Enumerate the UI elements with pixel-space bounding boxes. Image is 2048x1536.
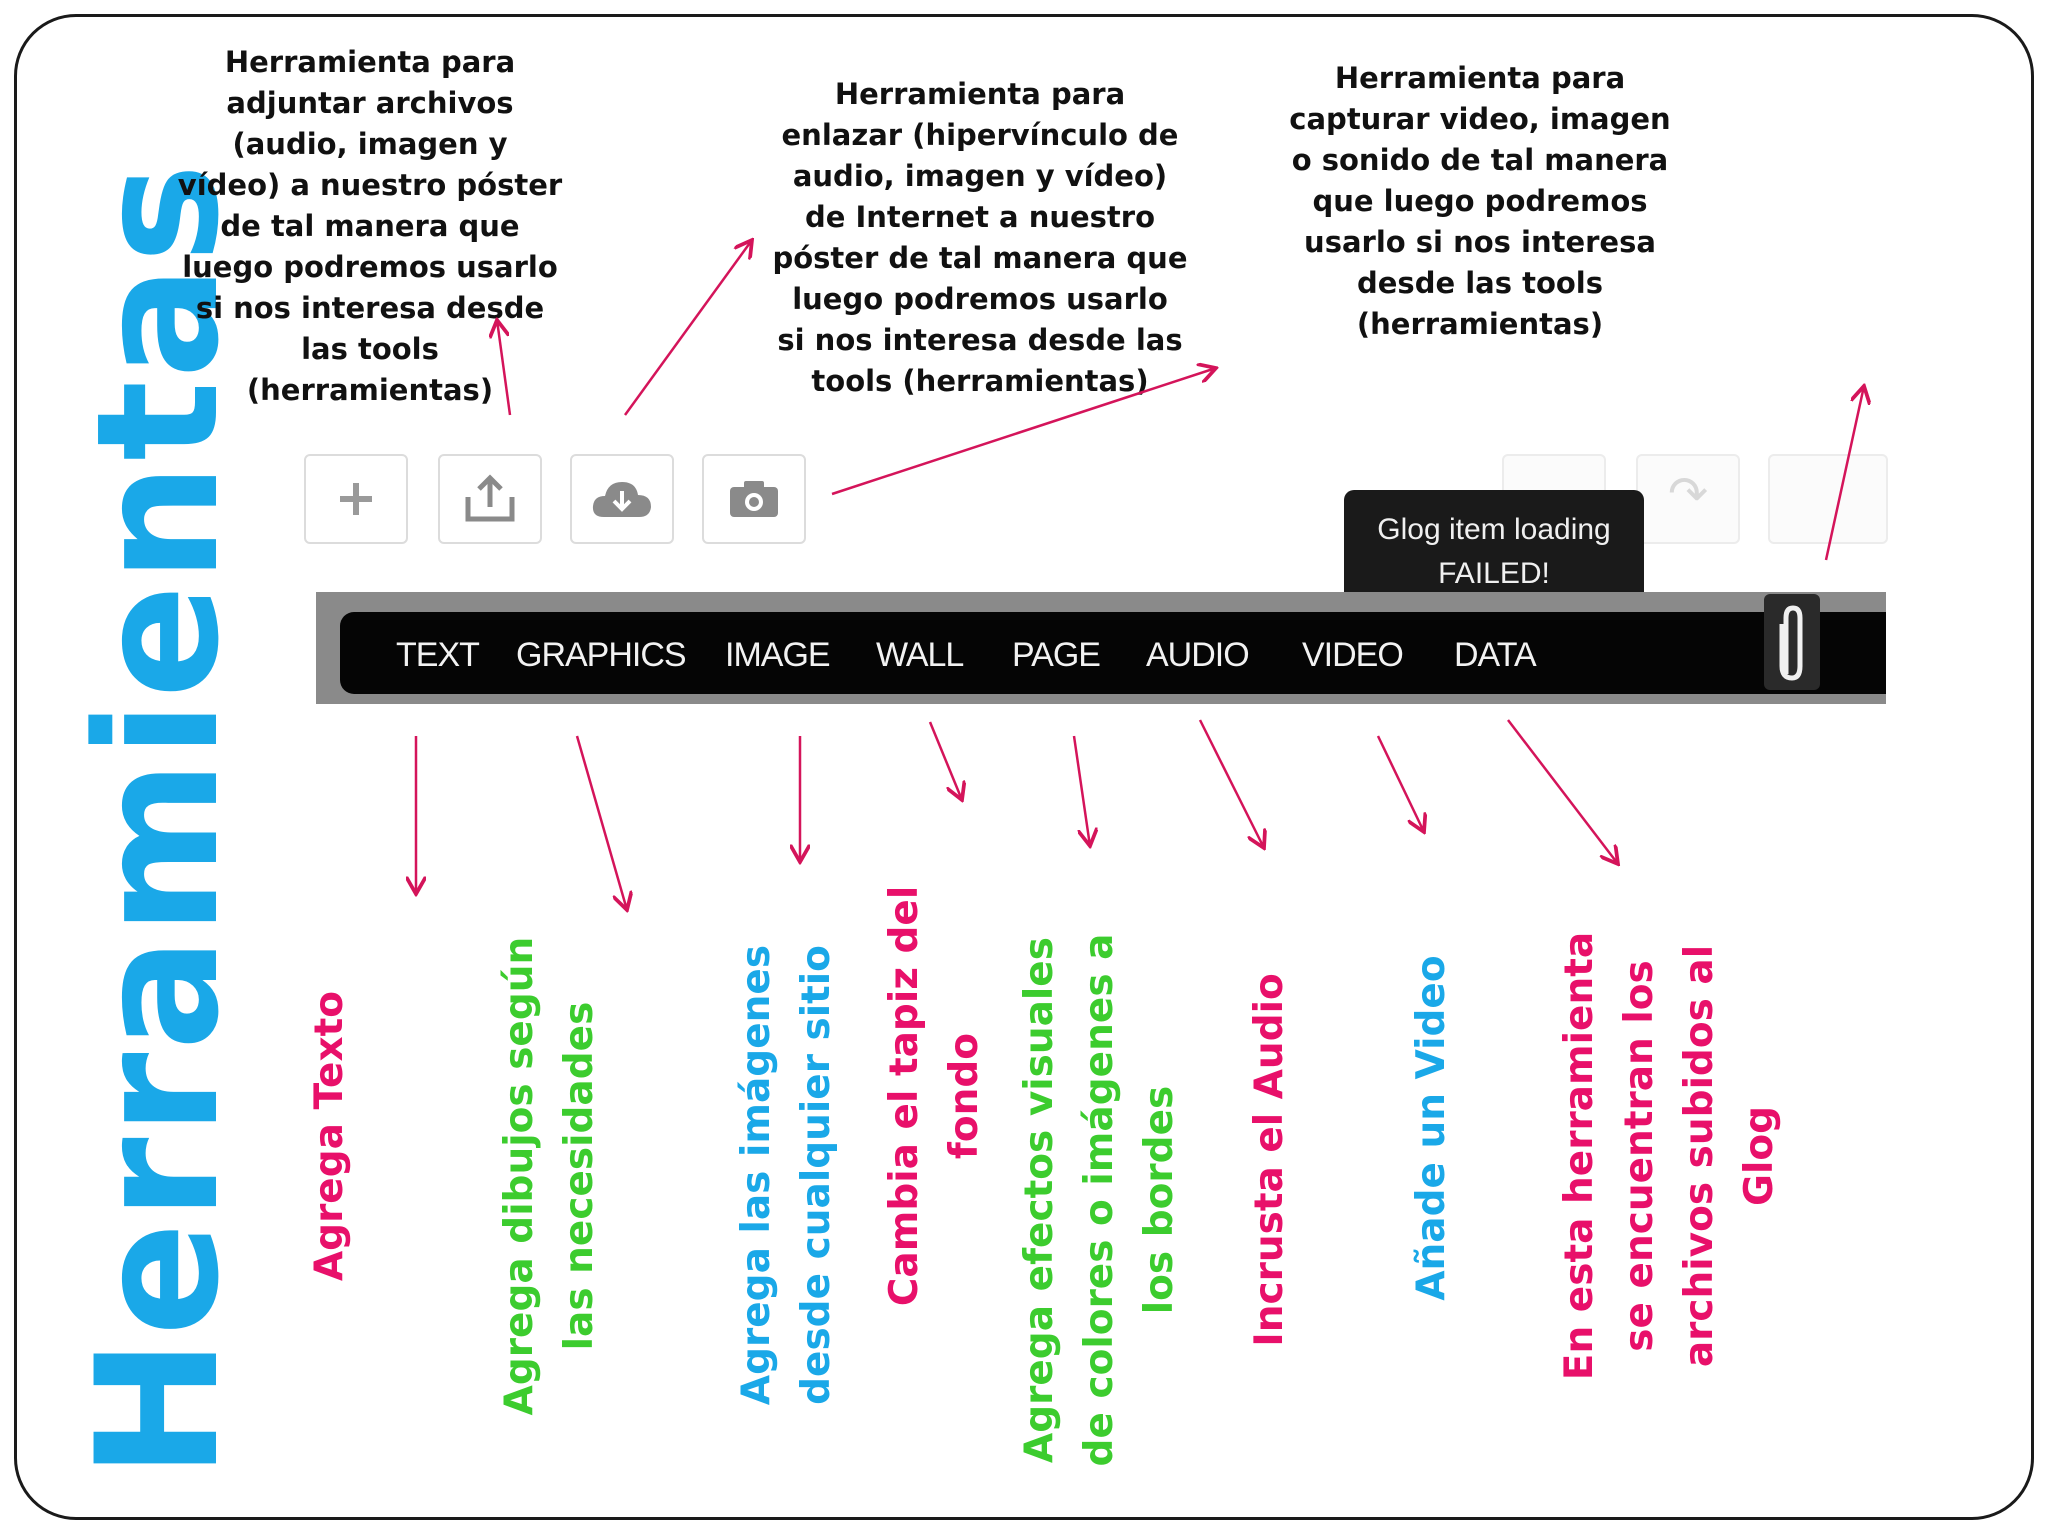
- note-line: Herramienta para: [224, 45, 516, 79]
- label-line: Incrusta el Audio: [1247, 973, 1292, 1347]
- tooltip-line: Glog item loading: [1377, 513, 1611, 546]
- menu-image[interactable]: IMAGE: [725, 636, 830, 674]
- label-line: Cambia el tapiz del: [882, 885, 927, 1307]
- menu-wall[interactable]: WALL: [876, 636, 964, 674]
- label-line: Añade un Video: [1409, 955, 1454, 1301]
- note-line: de Internet a nuestro: [804, 200, 1156, 234]
- label-graphics: [490, 937, 610, 1416]
- arrow: [1200, 720, 1264, 848]
- note-line: de tal manera que: [220, 209, 520, 243]
- label-line: Glog: [1737, 1105, 1782, 1207]
- menu-video[interactable]: VIDEO: [1302, 636, 1403, 674]
- arrow: [930, 722, 962, 800]
- menu-text[interactable]: TEXT: [396, 636, 479, 674]
- label-line: En esta herramienta: [1557, 931, 1602, 1381]
- label-text: [300, 991, 360, 1281]
- note-line: vídeo) a nuestro póster: [177, 168, 563, 202]
- menu-audio[interactable]: AUDIO: [1146, 636, 1249, 674]
- note-line: luego podremos usarlo: [182, 250, 558, 284]
- label-line: Agrega Texto: [307, 990, 352, 1282]
- label-line: de colores o imágenes a: [1077, 933, 1122, 1467]
- tooltip-line: FAILED!: [1438, 557, 1550, 590]
- note-line: si nos interesa desde: [195, 291, 545, 325]
- label-image: [727, 945, 847, 1405]
- menu-data[interactable]: DATA: [1454, 636, 1536, 674]
- note-line: si nos interesa desde las: [777, 323, 1183, 357]
- note-line: (audio, imagen y: [232, 127, 508, 161]
- arrow: [497, 320, 510, 415]
- side-title: Herramientas: [60, 161, 256, 1479]
- menu-graphics[interactable]: GRAPHICS: [516, 636, 686, 674]
- label-line: se encuentran los: [1617, 960, 1662, 1352]
- note-line: enlazar (hipervínculo de: [781, 118, 1179, 152]
- redo-icon: ↷: [1667, 466, 1709, 522]
- label-line: archivos subidos al: [1677, 944, 1722, 1368]
- arrow: [577, 736, 627, 910]
- label-page: [1010, 934, 1190, 1467]
- arrow: [1378, 736, 1424, 832]
- note-line: (herramientas): [246, 373, 494, 407]
- note-line: póster de tal manera que: [772, 241, 1188, 275]
- arrow: [625, 240, 752, 415]
- note-line: (herramientas): [1356, 307, 1604, 341]
- note-line: que luego podremos: [1312, 184, 1648, 218]
- label-line: Agrega dibujos según: [497, 936, 542, 1416]
- label-audio: [1240, 973, 1300, 1347]
- label-line: los bordes: [1137, 1085, 1182, 1315]
- note-line: luego podremos usarlo: [792, 282, 1168, 316]
- note-line: adjuntar archivos: [226, 86, 514, 120]
- arrow: [1826, 386, 1864, 560]
- note-line: desde las tools: [1357, 266, 1603, 300]
- label-line: Agrega efectos visuales: [1017, 937, 1062, 1463]
- note-line: las tools: [301, 332, 439, 366]
- note-line: capturar video, imagen: [1289, 102, 1671, 136]
- note-line: o sonido de tal manera: [1291, 143, 1669, 177]
- label-wall: [875, 886, 995, 1306]
- label-line: desde cualquier sitio: [794, 945, 839, 1405]
- label-line: Agrega las imágenes: [734, 944, 779, 1406]
- note-line: usarlo si nos interesa: [1304, 225, 1656, 259]
- note-line: Herramienta para: [1334, 61, 1626, 95]
- arrow: [1508, 720, 1618, 864]
- arrow: [1074, 736, 1090, 846]
- menu-page[interactable]: PAGE: [1012, 636, 1100, 674]
- label-video: [1402, 955, 1462, 1300]
- note-line: tools (herramientas): [811, 364, 1149, 398]
- label-line: las necesidades: [557, 1001, 602, 1351]
- arrow: [832, 368, 1216, 494]
- note-line: Herramienta para: [834, 77, 1126, 111]
- note-line: audio, imagen y vídeo): [792, 159, 1168, 193]
- label-line: fondo: [942, 1032, 987, 1160]
- label-data: [1550, 932, 1790, 1380]
